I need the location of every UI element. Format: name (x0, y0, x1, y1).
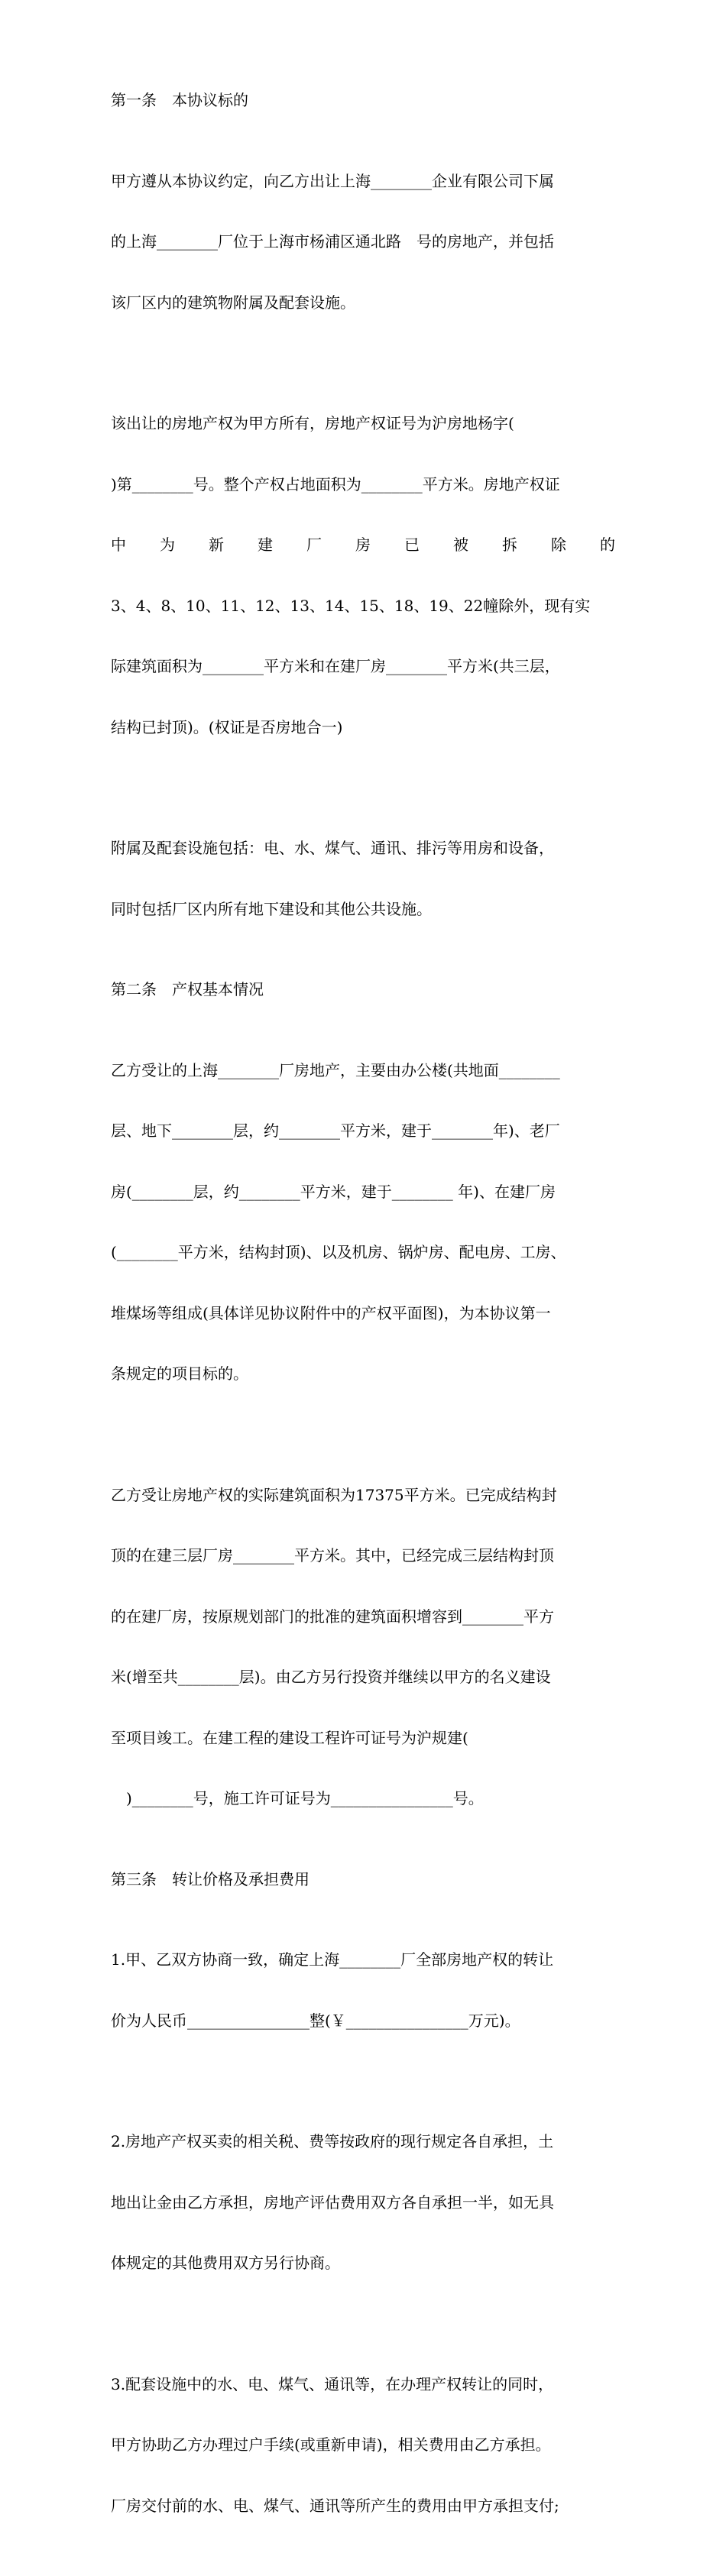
text-line: 乙方受让的上海________厂房地产，主要由办公楼(共地面________ (111, 1060, 560, 1079)
spread-char: 拆 (502, 536, 517, 554)
article-3-heading: 第三条 转让价格及承担费用 (111, 1869, 310, 1888)
text-line: 的在建厂房，按原规划部门的批准的建筑面积增容到________平方 (111, 1607, 554, 1626)
spread-char: 的 (600, 536, 615, 554)
text-line: 结构已封顶)。(权证是否房地合一) (111, 717, 343, 736)
text-line: 层、地下________层，约________平方米，建于________年)、老厂 (111, 1121, 560, 1140)
article-1-paragraph-3 (111, 798, 615, 960)
article-2-paragraph-1 (111, 1020, 615, 1425)
text-line: 际建筑面积为________平方米和在建厂房________平方米(共三层， (111, 657, 560, 675)
text-line: 至项目竣工。在建工程的建设工程许可证号为沪规建( (111, 1728, 468, 1747)
text-line: 的上海________厂位于上海市杨浦区通北路 号的房地产，并包括 (111, 232, 554, 251)
article-1-paragraph-2 (111, 373, 615, 778)
text-line: 同时包括厂区内所有地下建设和其他公共设施。 (111, 899, 432, 918)
spread-char: 被 (453, 536, 468, 554)
text-line: 附属及配套设施包括：电、水、煤气、通讯、排污等用房和设备， (111, 839, 554, 857)
text-line: 堆煤场等组成(具体详见协议附件中的产权平面图)，为本协议第一 (111, 1303, 551, 1322)
text-line: 甲方遵从本协议约定，向乙方出让上海________企业有限公司下属 (111, 171, 554, 190)
article-3-paragraph-3 (111, 2334, 615, 2557)
spread-char: 新 (209, 536, 224, 554)
document-page (111, 90, 615, 2576)
text-line: 地出让金由乙方承担，房地产评估费用双方各自承担一半，如无具 (111, 2193, 554, 2212)
text-line: 顶的在建三层厂房________平方米。其中，已经完成三层结构封顶 (111, 1546, 554, 1565)
text-line: )________号，施工许可证号为________________号。 (111, 1789, 484, 1807)
article-3-paragraph-1 (111, 1909, 615, 2071)
text-line: 该出让的房地产权为甲方所有，房地产权证号为沪房地杨字( (111, 414, 514, 432)
text-line: 米(增至共________层)。由乙方另行投资并继续以甲方的名义建设 (111, 1668, 551, 1686)
spread-char: 已 (404, 536, 420, 554)
spread-char: 厂 (306, 536, 322, 554)
article-1-heading: 第一条 本协议标的 (111, 91, 248, 109)
spread-char: 房 (355, 536, 371, 554)
text-line: 体规定的其他费用双方另行协商。 (111, 2254, 340, 2272)
text-line: 乙方受让房地产权的实际建筑面积为17375平方米。已完成结构封 (111, 1485, 557, 1504)
text-line: 3、4、8、10、11、12、13、14、15、18、19、22幢除外，现有实 (111, 596, 591, 615)
article-2-heading: 第二条 产权基本情况 (111, 980, 264, 998)
article-2-paragraph-2 (111, 1445, 615, 1849)
spread-char: 建 (258, 536, 273, 554)
article-1-paragraph-1 (111, 131, 615, 354)
spread-char: 为 (160, 536, 175, 554)
article-3-paragraph-2 (111, 2091, 615, 2314)
spread-text-line (111, 535, 615, 555)
text-line: 房(________层，约________平方米，建于________ 年)、在建厂房 (111, 1182, 556, 1201)
spread-char: 除 (551, 536, 566, 554)
text-line: 甲方协助乙方办理过户手续(或重新申请)，相关费用由乙方承担。 (111, 2435, 551, 2454)
text-line: 该厂区内的建筑物附属及配套设施。 (111, 293, 355, 312)
text-line: )第________号。整个产权占地面积为________平方米。房地产权证 (111, 474, 560, 494)
spread-char: 中 (111, 536, 126, 554)
text-line: 1.甲、乙双方协商一致，确定上海________厂全部房地产权的转让 (111, 1950, 554, 1969)
text-line: 条规定的项目标的。 (111, 1364, 248, 1383)
text-line: 价为人民币________________整(￥________________万元)。 (111, 2011, 520, 2030)
text-line: 厂房交付前的水、电、煤气、通讯等所产生的费用由甲方承担支付; (111, 2496, 559, 2515)
text-line: 2.房地产产权买卖的相关税、费等按政府的现行规定各自承担，土 (111, 2132, 554, 2150)
text-line: (________平方米，结构封顶)、以及机房、锅炉房、配电房、工房、 (111, 1243, 566, 1261)
text-line: 3.配套设施中的水、电、煤气、通讯等，在办理产权转让的同时， (111, 2374, 554, 2393)
